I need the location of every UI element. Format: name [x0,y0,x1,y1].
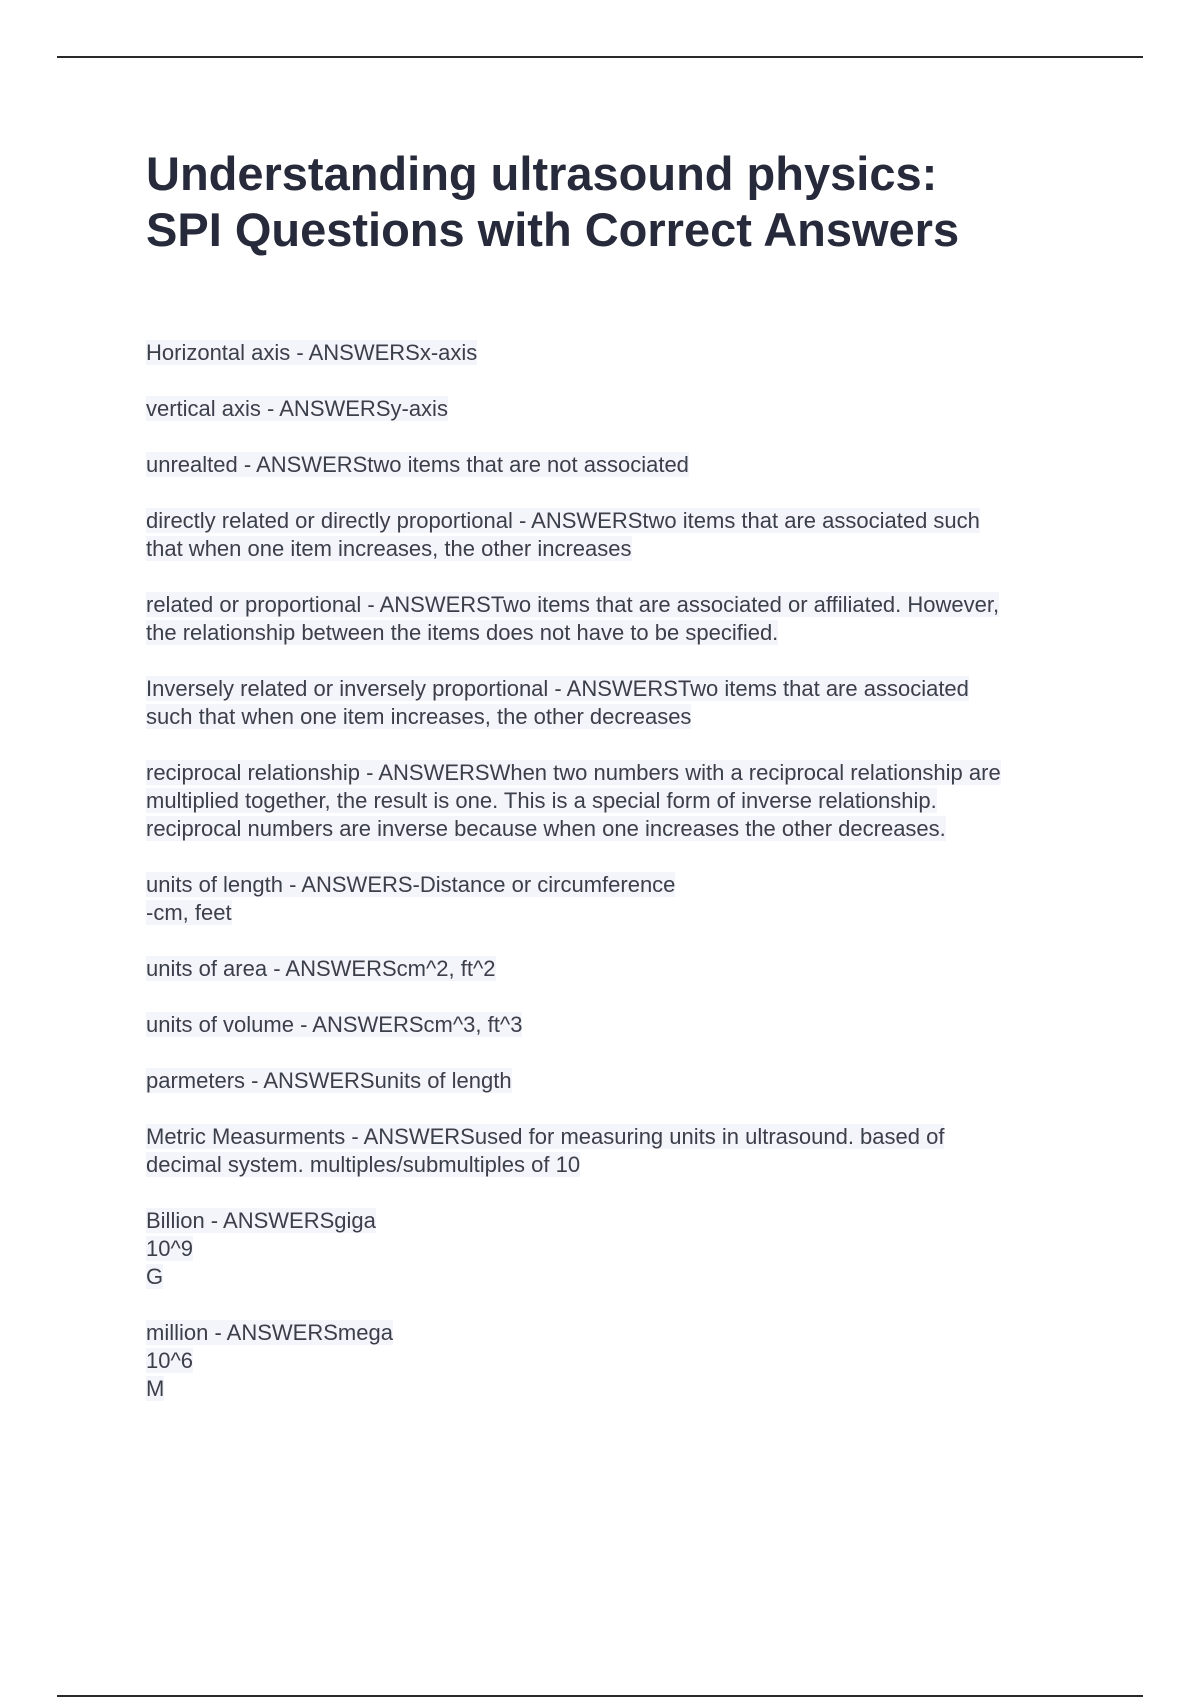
qa-item [146,507,1106,563]
qa-line: decimal system. multiples/submultiples of 10 [146,1152,581,1177]
qa-item [146,1207,1106,1291]
qa-item [146,955,1106,983]
qa-line: parmeters - ANSWERSunits of length [146,1068,512,1093]
qa-line: vertical axis - ANSWERSy-axis [146,396,448,421]
qa-line: unrealted - ANSWERStwo items that are not associated [146,452,689,477]
qa-item [146,1067,1106,1095]
qa-line: 10^6 [146,1348,194,1373]
bottom-divider [57,1695,1143,1697]
qa-line: units of length - ANSWERS-Distance or circumference [146,872,676,897]
qa-item [146,339,1106,367]
qa-item [146,1123,1106,1179]
qa-line: such that when one item increases, the other decreases [146,704,692,729]
qa-list [146,339,1106,1431]
top-divider [57,56,1143,58]
qa-line: related or proportional - ANSWERSTwo items that are associated or affiliated. However, [146,592,1000,617]
qa-line: that when one item increases, the other increases [146,536,632,561]
qa-line: directly related or directly proportional - ANSWERStwo items that are associated such [146,508,980,533]
qa-line: reciprocal relationship - ANSWERSWhen two numbers with a reciprocal relationship are [146,760,1001,785]
qa-line: M [146,1376,165,1401]
document-title-line-2: SPI Questions with Correct Answers [146,203,960,256]
qa-line: -cm, feet [146,900,232,925]
qa-line: Horizontal axis - ANSWERSx-axis [146,340,478,365]
qa-line: Metric Measurments - ANSWERSused for measuring units in ultrasound. based of [146,1124,945,1149]
qa-line: million - ANSWERSmega [146,1320,393,1345]
qa-line: units of area - ANSWERScm^2, ft^2 [146,956,496,981]
qa-line: units of volume - ANSWERScm^3, ft^3 [146,1012,523,1037]
qa-line: Inversely related or inversely proportional - ANSWERSTwo items that are associated [146,676,969,701]
qa-line: Billion - ANSWERSgiga [146,1208,376,1233]
qa-item [146,675,1106,731]
qa-line: 10^9 [146,1236,194,1261]
qa-item [146,591,1106,647]
document-title [146,146,1106,258]
qa-item [146,451,1106,479]
qa-item [146,395,1106,423]
qa-item [146,759,1106,843]
qa-item [146,871,1106,927]
document-title-line-1: Understanding ultrasound physics: [146,147,938,200]
qa-line: multiplied together, the result is one. This is a special form of inverse relationship. [146,788,937,813]
qa-line: reciprocal numbers are inverse because when one increases the other decreases. [146,816,946,841]
qa-line: G [146,1264,164,1289]
qa-item [146,1319,1106,1403]
qa-item [146,1011,1106,1039]
qa-line: the relationship between the items does not have to be specified. [146,620,779,645]
